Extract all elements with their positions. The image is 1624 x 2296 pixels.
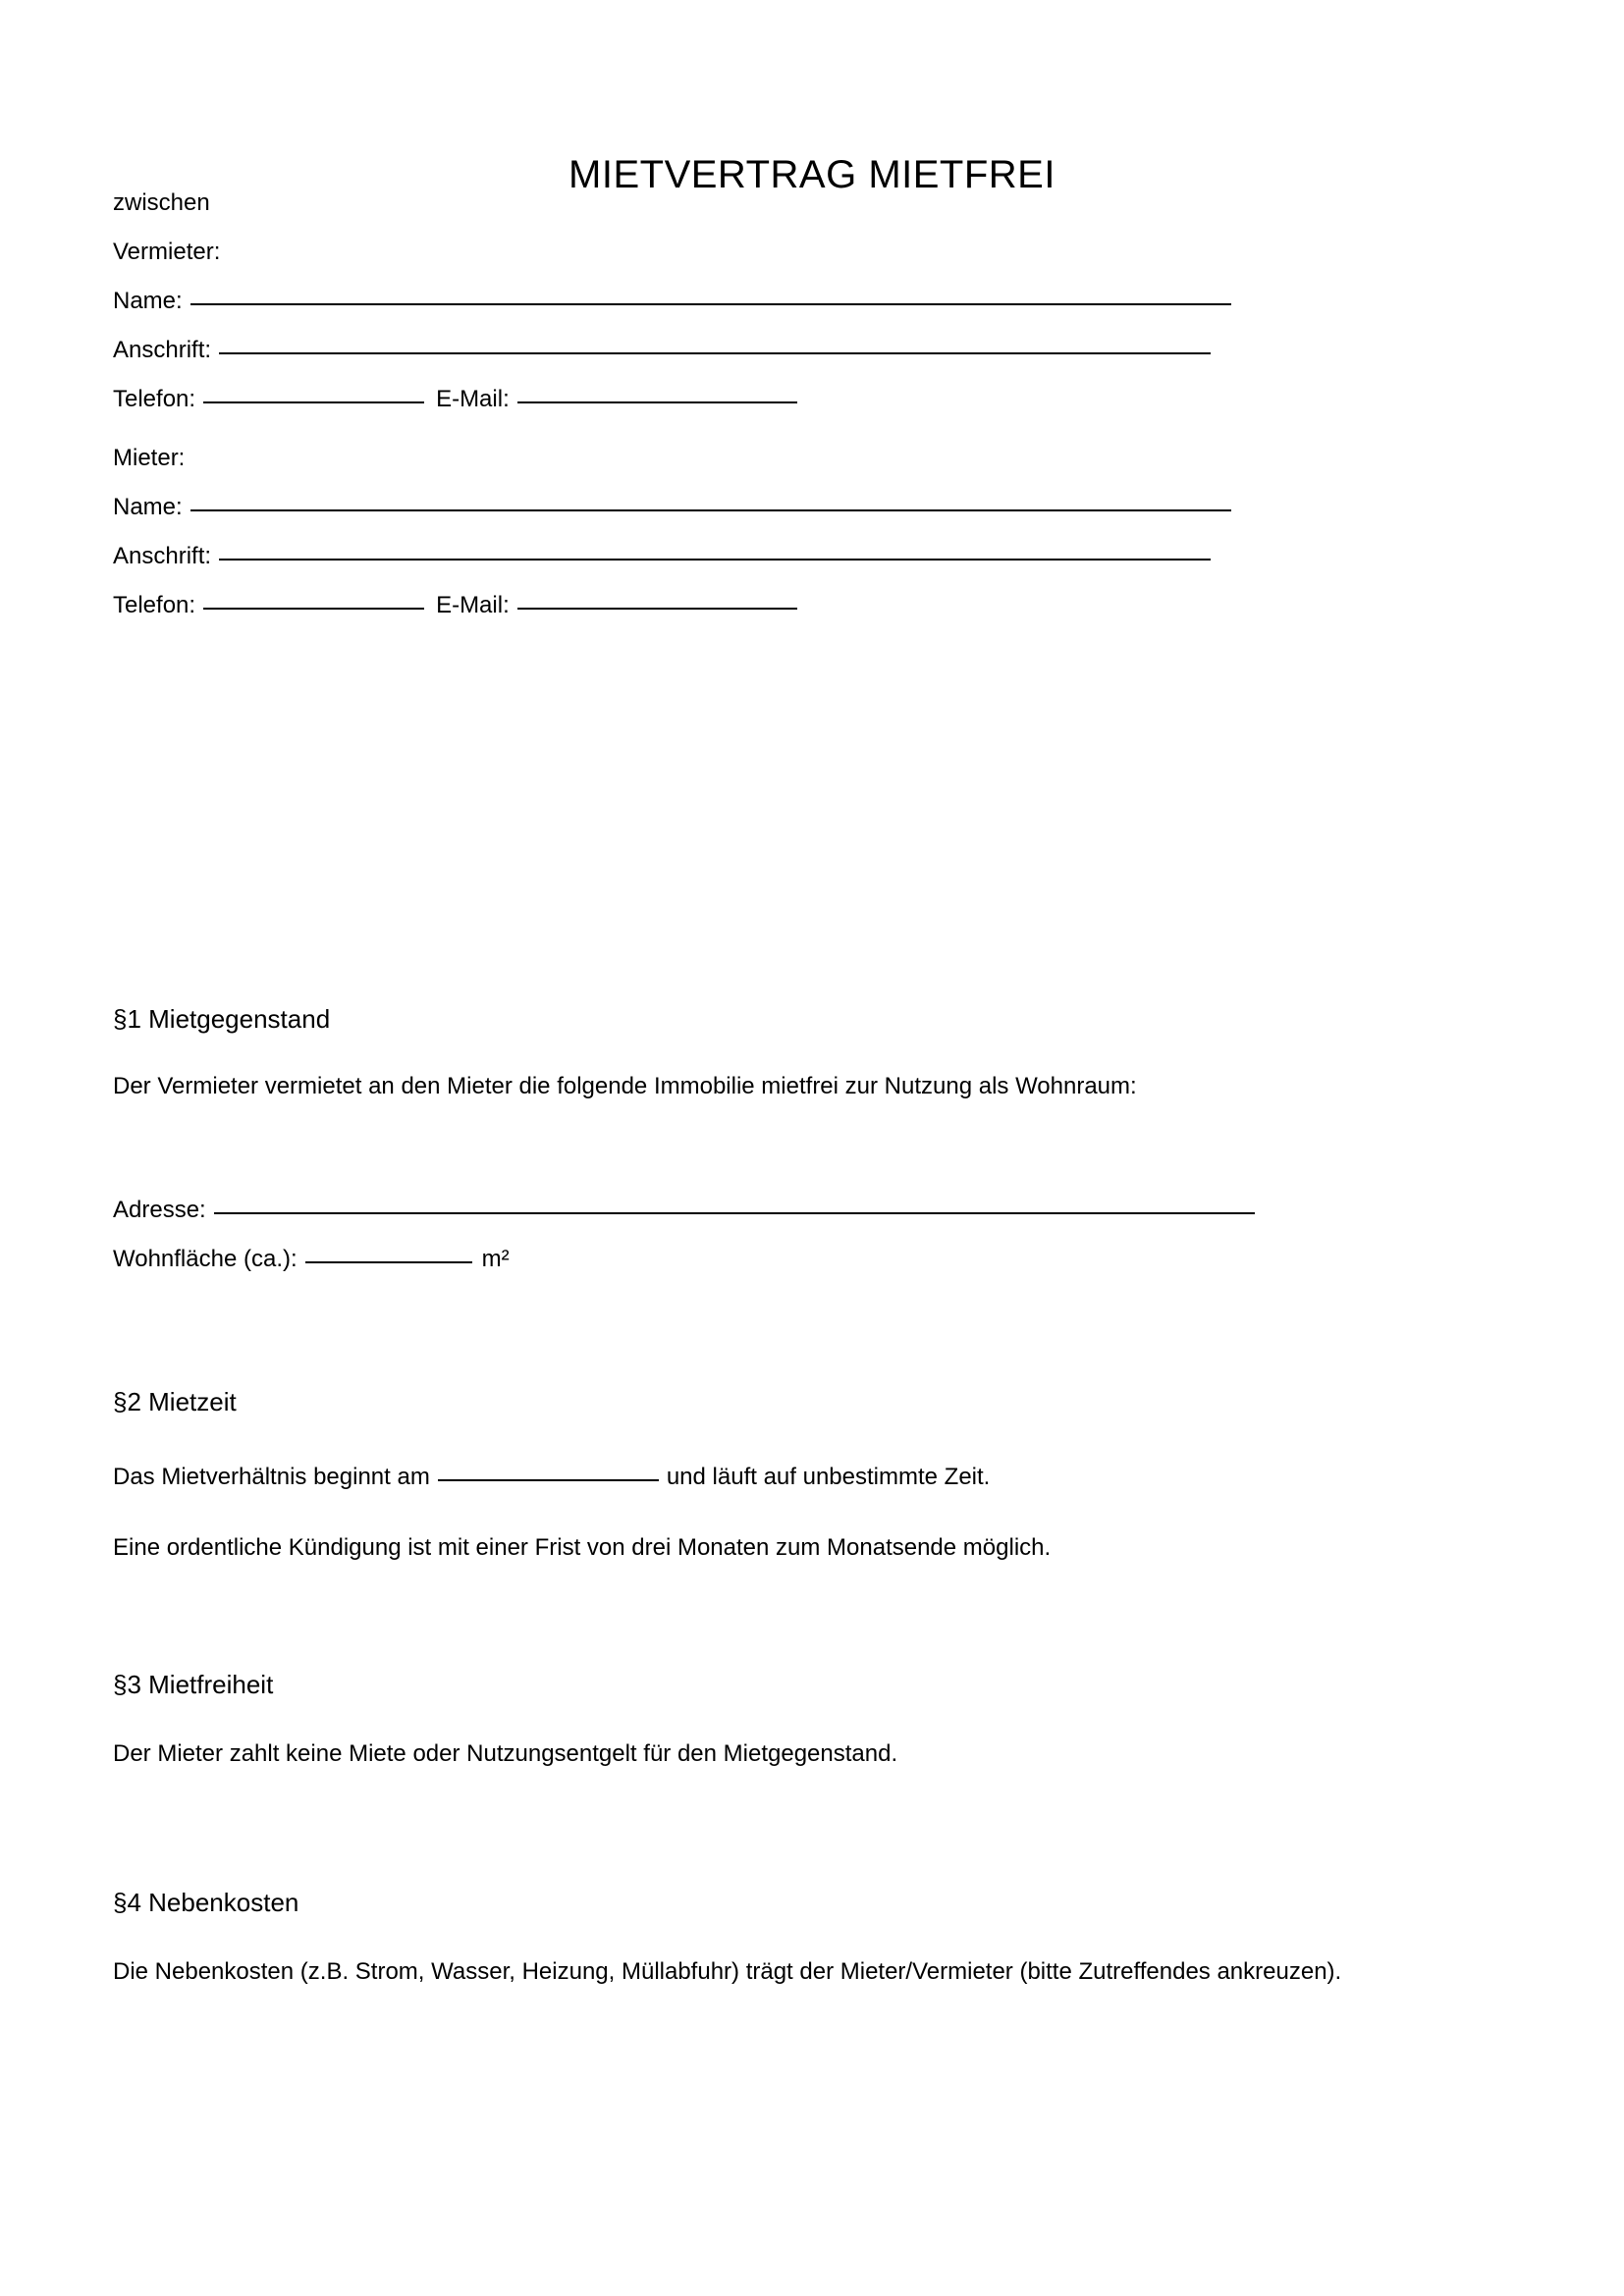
section-4-heading: §4 Nebenkosten [113,1888,299,1917]
tenant-email-label: E-Mail: [436,592,510,618]
landlord-email-input-line[interactable] [517,401,797,403]
landlord-phone-input-line[interactable] [203,401,424,403]
landlord-name-row [113,287,1231,316]
tenant-phone-input-line[interactable] [203,608,424,610]
lease-start-date-input-line[interactable] [438,1479,659,1481]
property-address-label: Adresse: [113,1197,206,1223]
section-1-body: Der Vermieter vermietet an den Mieter die folgende Immobilie mietfrei zur Nutzung als Wohnraum: [113,1073,1137,1099]
tenant-name-label: Name: [113,494,183,520]
lease-start-suffix: und läuft auf unbestimmte Zeit. [666,1464,991,1490]
lease-start-prefix: Das Mietverhältnis beginnt am [113,1464,430,1490]
property-address-input-line[interactable] [214,1212,1255,1214]
section-3-body: Der Mieter zahlt keine Miete oder Nutzungsentgelt für den Mietgegenstand. [113,1740,898,1767]
landlord-address-label: Anschrift: [113,337,212,363]
landlord-heading: Vermieter: [113,239,221,265]
tenant-name-input-line[interactable] [190,509,1231,511]
living-area-input-line[interactable] [305,1261,472,1263]
section-4-body: Die Nebenkosten (z.B. Strom, Wasser, Heizung, Müllabfuhr) trägt der Mieter/Vermieter (bitte Zutreffendes ankreuzen). [113,1958,1342,1985]
landlord-address-row [113,336,1211,365]
landlord-email-label: E-Mail: [436,386,510,412]
landlord-name-label: Name: [113,288,183,314]
landlord-name-input-line[interactable] [190,303,1231,305]
tenant-heading: Mieter: [113,445,186,471]
intro-text: zwischen [113,189,210,216]
section-2-termination: Eine ordentliche Kündigung ist mit einer Frist von drei Monaten zum Monatsende möglich. [113,1534,1052,1561]
lease-start-row [113,1463,990,1492]
living-area-label: Wohnfläche (ca.): [113,1246,298,1272]
landlord-phone-label: Telefon: [113,386,196,412]
tenant-phone-label: Telefon: [113,592,196,618]
section-3-heading: §3 Mietfreiheit [113,1670,274,1699]
tenant-email-input-line[interactable] [517,608,797,610]
section-1-heading: §1 Mietgegenstand [113,1004,331,1034]
tenant-address-input-line[interactable] [219,559,1211,561]
living-area-unit: m² [481,1246,510,1272]
landlord-address-input-line[interactable] [219,352,1211,354]
living-area-row [113,1245,510,1274]
page-title: MIETVERTRAG MIETFREI [568,153,1056,196]
tenant-address-label: Anschrift: [113,543,212,569]
tenant-contact-row [113,591,797,620]
landlord-contact-row [113,385,797,414]
tenant-name-row [113,493,1231,522]
section-2-heading: §2 Mietzeit [113,1387,237,1416]
tenant-address-row [113,542,1211,571]
property-address-row [113,1196,1255,1225]
